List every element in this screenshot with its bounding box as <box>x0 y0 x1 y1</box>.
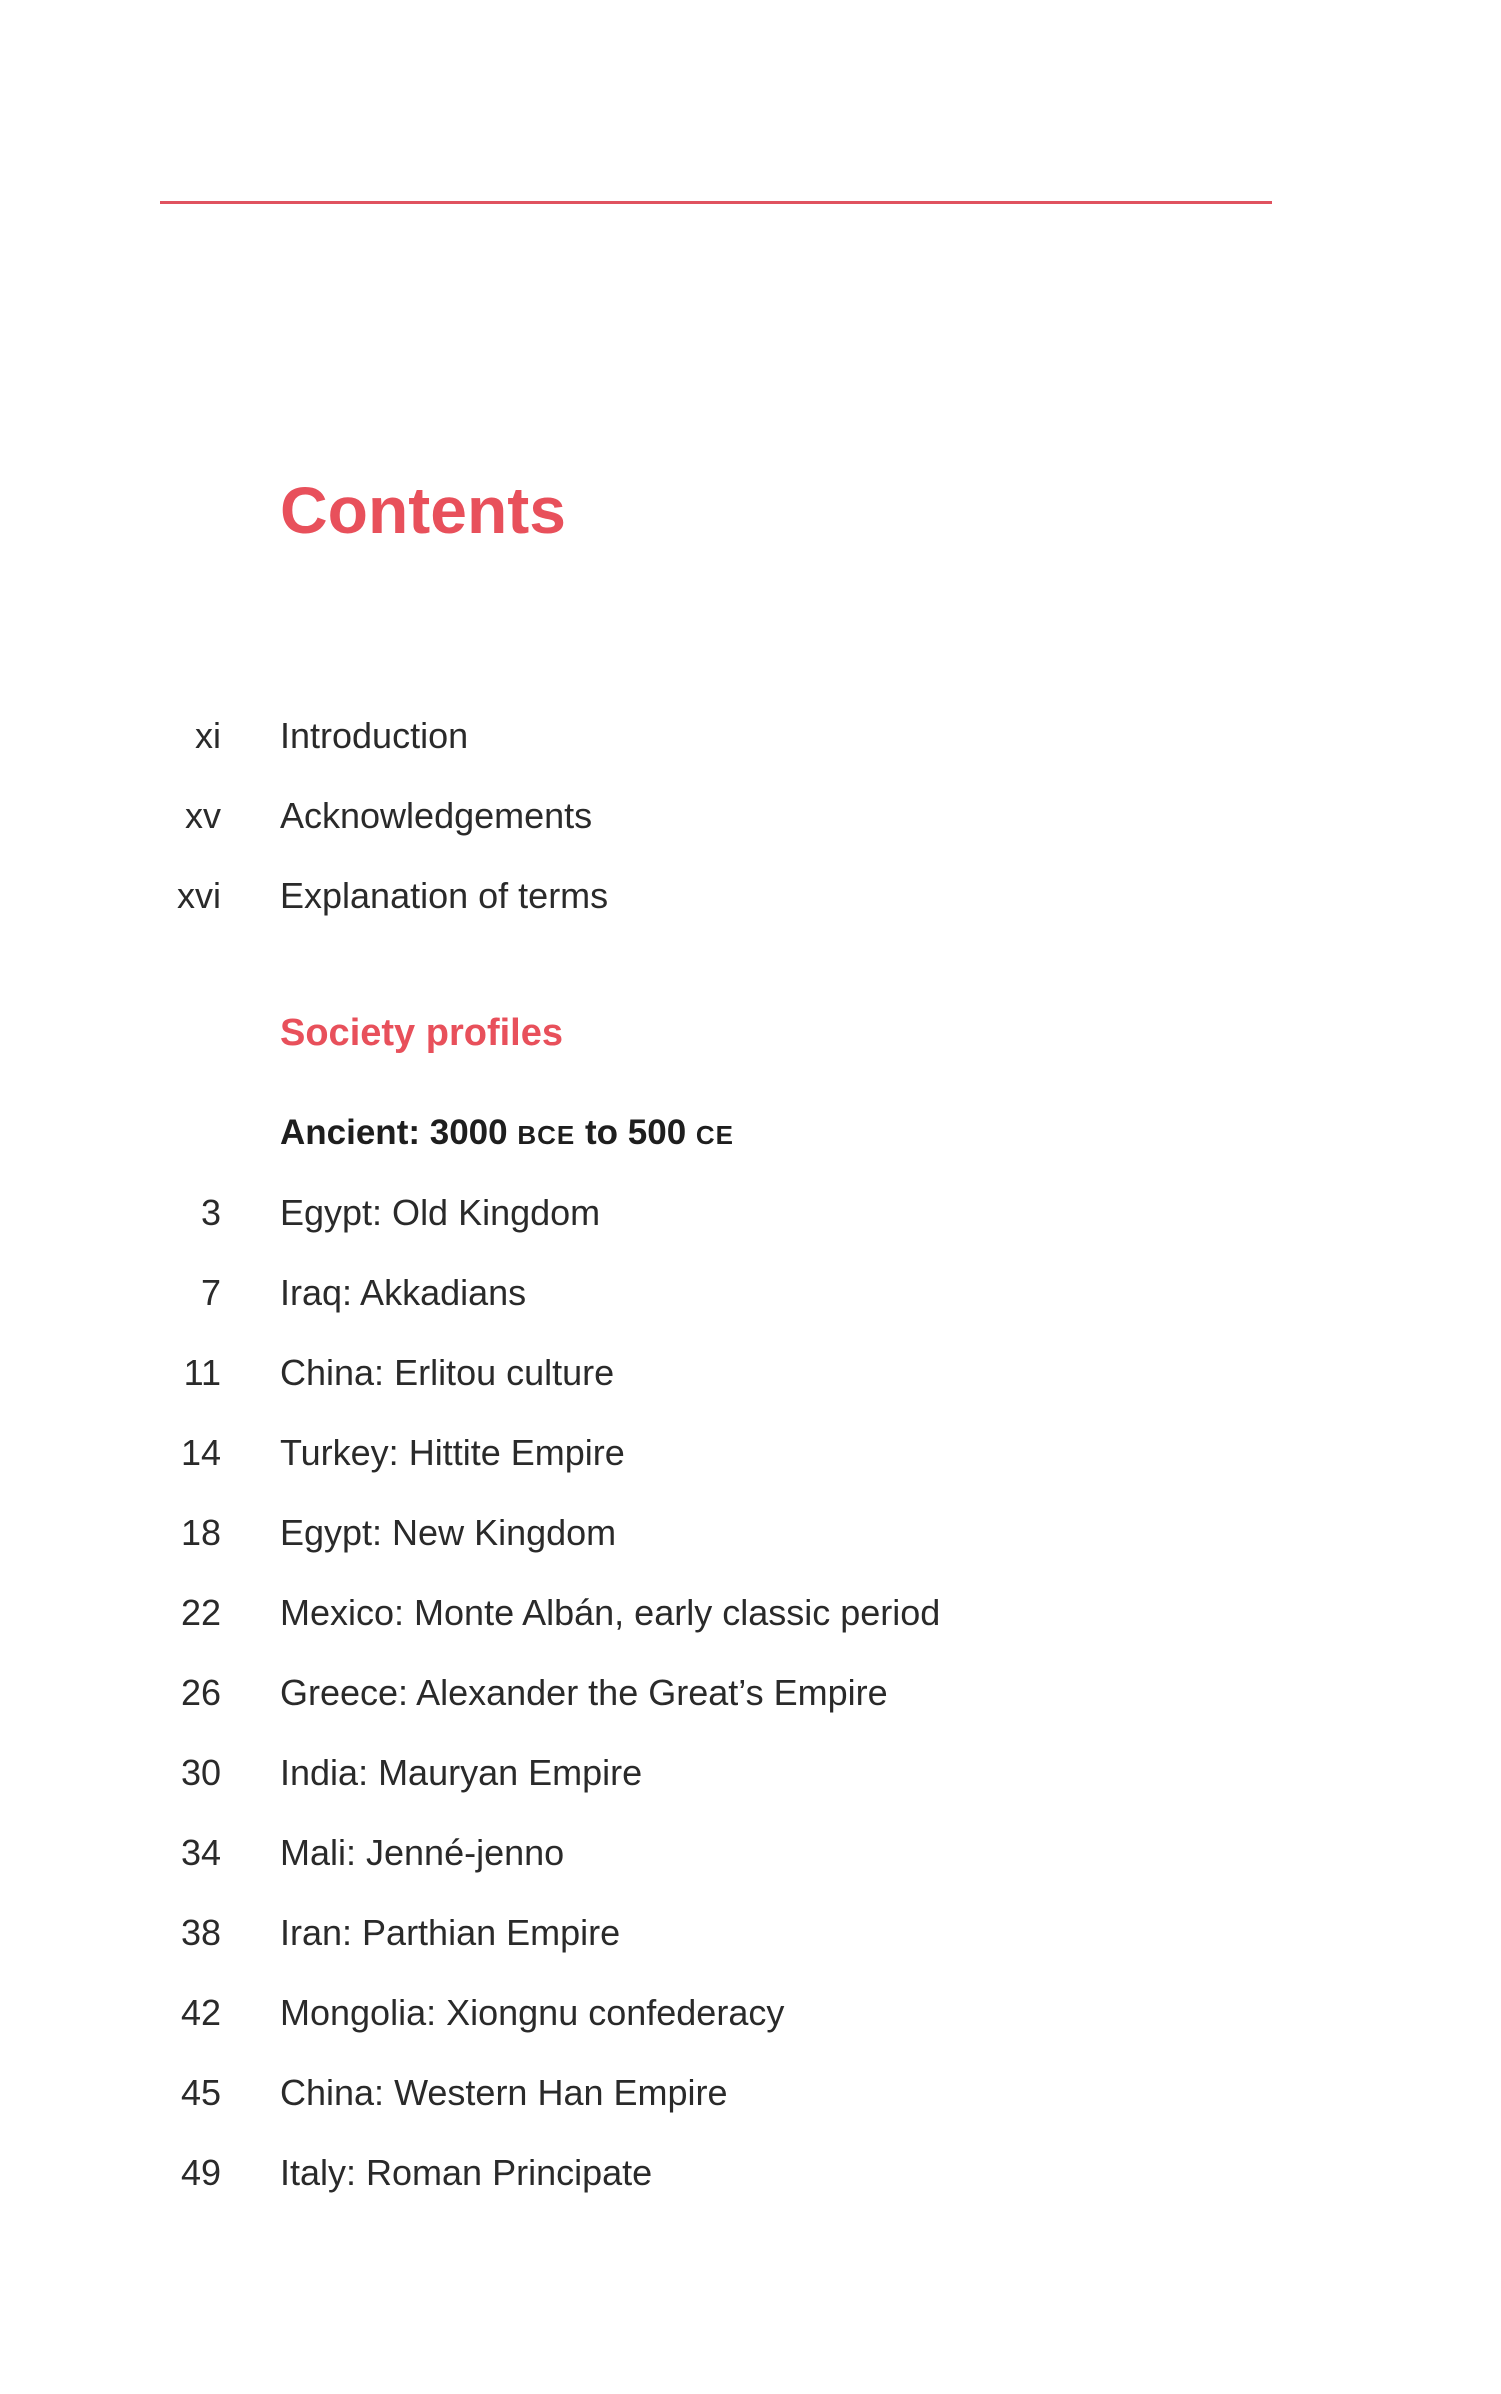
period-label: Ancient: <box>280 1113 420 1152</box>
toc-entry[interactable] <box>0 2143 1501 2203</box>
toc-entry-introduction[interactable] <box>0 706 1501 766</box>
period-heading <box>280 1103 734 1165</box>
period-start-year: 3000 <box>429 1113 508 1152</box>
toc-entry-title: Mexico: Monte Albán, early classic period <box>280 1592 941 1633</box>
toc-entry[interactable] <box>0 1583 1501 1643</box>
toc-page-number: 42 <box>180 1992 221 2033</box>
section-heading-society-profiles: Society profiles <box>280 1012 563 1054</box>
toc-entry-title: Explanation of terms <box>280 875 609 916</box>
toc-entry[interactable] <box>0 1263 1501 1323</box>
toc-entry-title: Acknowledgements <box>280 795 593 836</box>
toc-entry-title: India: Mauryan Empire <box>280 1752 643 1793</box>
page-title: Contents <box>280 473 566 547</box>
toc-page-number: 38 <box>180 1912 221 1953</box>
toc-page-number: 45 <box>180 2072 221 2113</box>
toc-page-number: 7 <box>200 1272 221 1313</box>
toc-page-number: xvi <box>177 875 221 916</box>
toc-entry-title: Introduction <box>280 715 469 756</box>
toc-entry[interactable] <box>0 1983 1501 2043</box>
toc-entry[interactable] <box>0 1423 1501 1483</box>
toc-page-number: xi <box>195 715 221 756</box>
toc-entry[interactable] <box>0 1343 1501 1403</box>
toc-entry-title: China: Erlitou culture <box>280 1352 615 1393</box>
toc-entry-title: Egypt: Old Kingdom <box>280 1192 601 1233</box>
toc-page-number: 14 <box>180 1432 221 1473</box>
toc-entry[interactable] <box>0 1663 1501 1723</box>
toc-entry[interactable] <box>0 1823 1501 1883</box>
toc-entry[interactable] <box>0 1503 1501 1563</box>
toc-entry[interactable] <box>0 2063 1501 2123</box>
toc-page-number: 11 <box>183 1352 221 1393</box>
toc-page-number: 26 <box>180 1672 221 1713</box>
header-rule <box>160 201 1272 204</box>
toc-entry-title: Mali: Jenné-jenno <box>280 1832 565 1873</box>
toc-entry-title: Greece: Alexander the Great’s Empire <box>280 1672 888 1713</box>
period-end-year: 500 <box>627 1113 687 1152</box>
toc-page-number: 34 <box>180 1832 221 1873</box>
toc-page-number: 30 <box>180 1752 221 1793</box>
toc-page-number: 18 <box>180 1512 221 1553</box>
toc-entry-explanation-of-terms[interactable] <box>0 866 1501 926</box>
toc-entry-title: Egypt: New Kingdom <box>280 1512 617 1553</box>
toc-page-number: xv <box>185 795 221 836</box>
period-connector: to <box>584 1113 619 1152</box>
toc-entry[interactable] <box>0 1183 1501 1243</box>
toc-entry-title: Iran: Parthian Empire <box>280 1912 621 1953</box>
toc-entry-title: Mongolia: Xiongnu confederacy <box>280 1992 785 2033</box>
period-start-era: BCE <box>517 1120 576 1150</box>
toc-entry-title: Italy: Roman Principate <box>280 2152 653 2193</box>
toc-entry-title: China: Western Han Empire <box>280 2072 728 2113</box>
toc-entry-title: Turkey: Hittite Empire <box>280 1432 625 1473</box>
toc-entry-title: Iraq: Akkadians <box>280 1272 527 1313</box>
toc-page-number: 22 <box>180 1592 221 1633</box>
toc-page-number: 3 <box>200 1192 221 1233</box>
toc-entry[interactable] <box>0 1743 1501 1803</box>
toc-entry-acknowledgements[interactable] <box>0 786 1501 846</box>
period-end-era: CE <box>695 1120 735 1150</box>
toc-page-number: 49 <box>180 2152 221 2193</box>
toc-entry[interactable] <box>0 1903 1501 1963</box>
